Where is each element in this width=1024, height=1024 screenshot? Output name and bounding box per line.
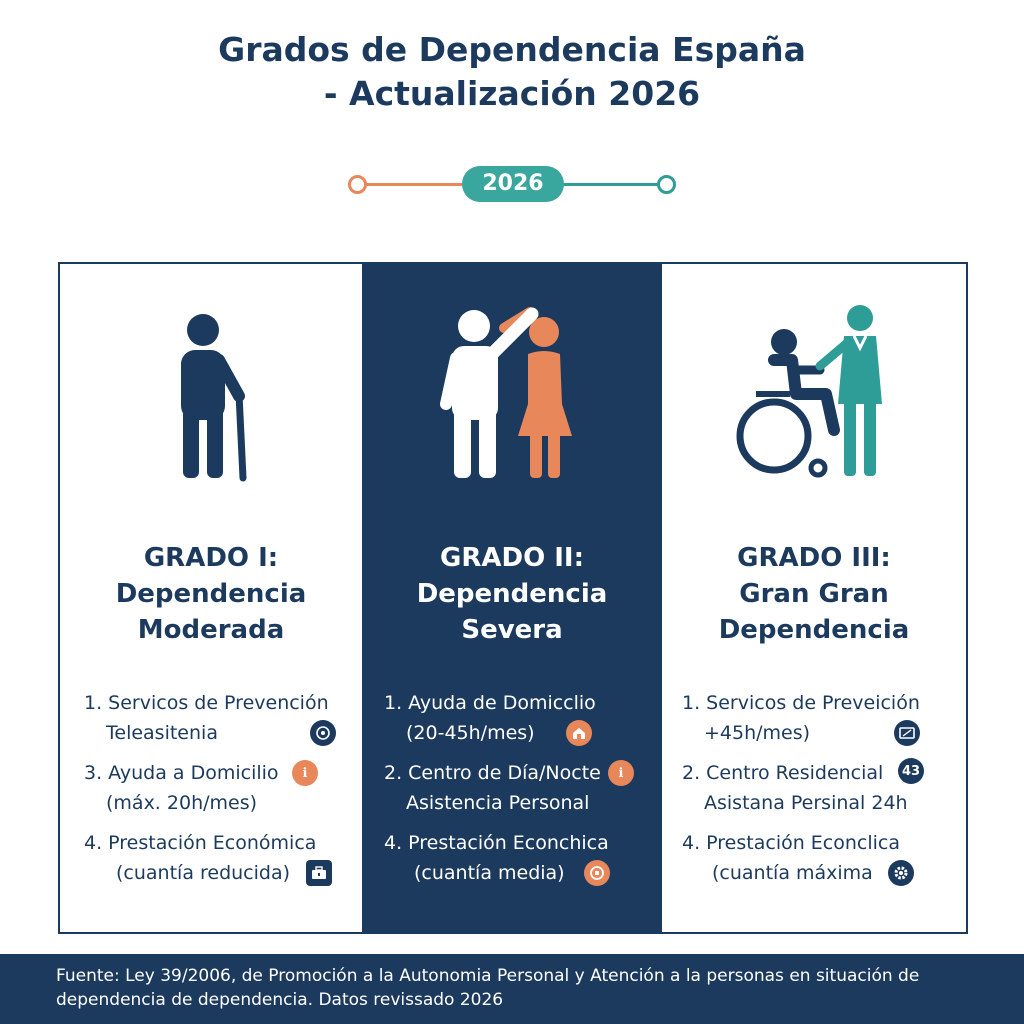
page-title <box>0 28 1024 116</box>
item-line-1: 3. Ayuda a Domicilio <box>84 762 279 784</box>
gear-icon <box>888 860 914 886</box>
item-line-1: 2. Centro Residencial <box>682 762 884 784</box>
footer-line-1: Fuente: Ley 39/2006, de Promoción a la Autonomia Personal y Atención a la personas en situación de <box>56 966 920 986</box>
home-care-icon <box>566 720 592 746</box>
grade-1-title <box>60 540 362 648</box>
item-line-1: 1. Ayuda de Domicclio <box>384 692 596 714</box>
info-badge-icon: ℹ <box>608 760 634 786</box>
info-badge-icon: ℹ <box>292 760 318 786</box>
wheelchair-with-caregiver-icon <box>662 304 966 484</box>
item-line-2: (máx. 20h/mes) <box>106 792 258 814</box>
item-line-2: (cuantía máxima <box>712 862 873 884</box>
item-line-1: 2. Centro de Día/Nocte <box>384 762 601 784</box>
grade-3-panel <box>662 264 966 932</box>
source-footer <box>0 954 1024 1024</box>
grade-2-title <box>362 540 662 648</box>
footer-line-2: dependencia de dependencia. Datos revissado 2026 <box>56 990 504 1010</box>
grade-3-title-line-3: Dependencia <box>718 615 910 645</box>
grade-3-title-line-1: GRADO III: <box>737 543 891 573</box>
item-line-2: (cuantía media) <box>414 862 565 884</box>
grade-2-title-line-1: GRADO II: <box>440 543 584 573</box>
item-line-1: 1. Servicos de Preveición <box>682 692 920 714</box>
coin-icon <box>584 860 610 886</box>
item-line-2: Teleasitenia <box>106 722 218 744</box>
monitor-icon <box>894 720 920 746</box>
grade-3-title <box>662 540 966 648</box>
item-line-2: Asistencia Personal <box>406 792 590 814</box>
grade-1-title-line-1: GRADO I: <box>143 543 279 573</box>
item-line-1: 4. Prestación Econclica <box>682 832 901 854</box>
item-line-1: 4. Prestación Econchica <box>384 832 609 854</box>
list-item <box>362 688 662 752</box>
list-item <box>662 828 966 892</box>
year-badge: 2026 <box>462 166 564 202</box>
list-item <box>60 688 362 752</box>
item-line-2: Asistana Persinal 24h <box>704 792 908 814</box>
item-line-2: +45h/mes) <box>704 722 811 744</box>
target-icon <box>310 720 336 746</box>
grade-1-panel <box>60 264 362 932</box>
title-line-2: - Actualización 2026 <box>323 74 701 113</box>
list-item <box>60 758 362 822</box>
item-line-1: 1. Servicos de Prevención <box>84 692 329 714</box>
timeline-start-dot <box>348 175 367 194</box>
grade-2-title-line-3: Severa <box>461 615 563 645</box>
list-item <box>662 758 966 822</box>
grades-panels <box>58 262 968 934</box>
item-line-2: (20-45h/mes) <box>406 722 535 744</box>
list-item <box>662 688 966 752</box>
list-item <box>362 828 662 892</box>
year-timeline <box>346 166 678 202</box>
person-assisting-person-icon <box>362 304 662 484</box>
briefcase-icon <box>306 860 332 886</box>
timeline-end-dot <box>657 175 676 194</box>
grade-2-title-line-2: Dependencia <box>416 579 608 609</box>
item-line-2: (cuantía reducida) <box>116 862 291 884</box>
grade-1-title-line-3: Moderada <box>137 615 285 645</box>
grade-2-panel <box>362 264 662 932</box>
grade-1-title-line-2: Dependencia <box>115 579 307 609</box>
elderly-person-with-cane-icon <box>60 304 362 484</box>
list-item <box>362 758 662 822</box>
item-line-1: 4. Prestación Económica <box>84 832 317 854</box>
grade-3-title-line-2: Gran Gran <box>739 579 889 609</box>
list-item <box>60 828 362 892</box>
number-43-icon: 43 <box>898 758 924 784</box>
title-line-1: Grados de Dependencia España <box>218 30 806 69</box>
